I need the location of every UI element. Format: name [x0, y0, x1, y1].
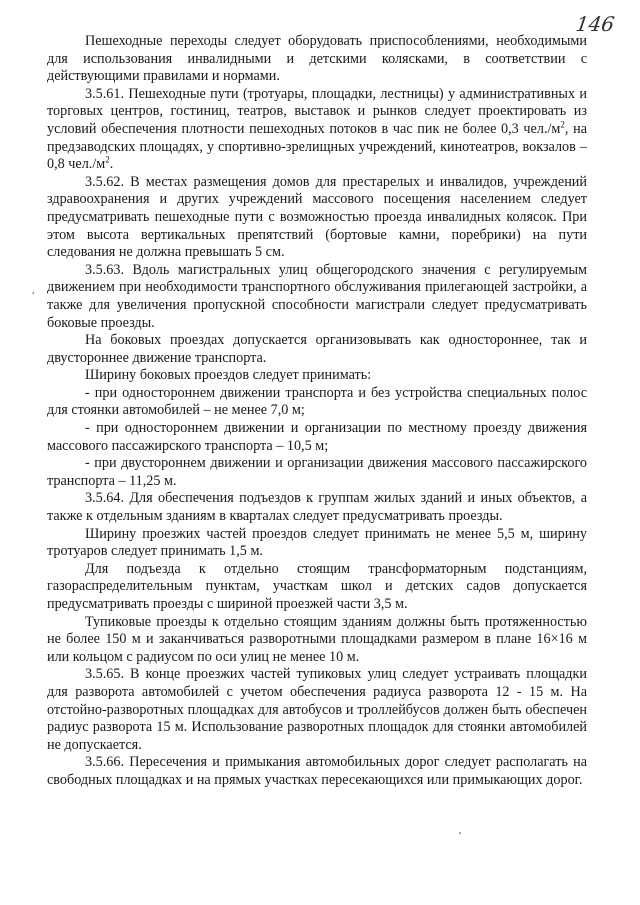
paragraph-substation-access: Для подъезда к отдельно стоящим трансформаторным подстанциям, газораспределительным пунктам, участкам школ и детских садов допускается предусматривать проезды с шириной проезжей части 3,5 м. — [47, 560, 587, 612]
list-item-one-way: - при одностороннем движении транспорта и без устройства специальных полос для стоянки автомобилей – не менее 7,0 м; — [47, 384, 587, 419]
paragraph-3-5-66: 3.5.66. Пересечения и примыкания автомобильных дорог следует располагать на свободных площадках и на прямых участках пересекающихся или примыкающих дорог. — [47, 754, 587, 788]
scan-artifact-mark: , — [32, 285, 35, 296]
page-number: 146 — [574, 12, 616, 36]
paragraph-3-5-65: 3.5.65. В конце проезжих частей тупиковых улиц следует устраивать площадки для разворота автомобилей с учетом обеспечения радиуса разворота 12 - 15 м. На отстойно-разворотных площадках для автобусов и троллейбусов должен быть обеспечен радиус разворота 15 м. Использование разворотных площадок для стоянки автомобилей не допускается. — [47, 666, 587, 753]
paragraph-3-5-61-part3: . — [109, 156, 114, 173]
paragraph-3-5-61-part1: 3.5.61. Пешеходные пути (тротуары, площадки, лестницы) у административных и торговых центров, гостиниц, театров, выставок и рынков следует проектировать из условий обеспечения плотности пешеходных потоков в час пик не более 0,3 чел./м — [47, 85, 587, 137]
list-item-two-way-transit: - при двустороннем движении и организации движения массового пассажирского транспорта – 11,25 м. — [47, 455, 587, 489]
paragraph-pedestrian-crossings: Пешеходные переходы следует оборудовать приспособлениями, необходимыми для использования инвалидными и детскими колясками, в соответствии с действующими правилами и нормами. — [47, 33, 587, 85]
paragraph-side-passages-traffic: На боковых проездах допускается организовывать как одностороннее, так и двустороннее движение транспорта. — [47, 332, 587, 366]
paragraph-dead-end-passages: Тупиковые проезды к отдельно стоящим зданиям должны быть протяженностью не более 150 м и заканчиваться разворотными площадками размером в плане 16×16 м или кольцом с радиусом по оси улиц не менее 10 м. — [47, 613, 587, 665]
superscript-square-2: 2 — [105, 154, 110, 165]
paragraph-roadway-width: Ширину проезжих частей проездов следует принимать не менее 5,5 м, ширину тротуаров следует принимать 1,5 м. — [47, 525, 587, 560]
list-item-one-way-transit: - при одностороннем движении и организации по местному проезду движения массового пассажирского транспорта – 10,5 м; — [47, 420, 587, 454]
paragraph-3-5-64: 3.5.64. Для обеспечения подъездов к группам жилых зданий и иных объектов, а также к отдельным зданиям в кварталах следует предусматривать проезды. — [47, 490, 587, 525]
document-body — [47, 33, 587, 790]
scan-artifact-dot — [459, 832, 461, 834]
paragraph-side-passages-width: Ширину боковых проездов следует принимать: — [85, 367, 372, 384]
paragraph-3-5-63: 3.5.63. Вдоль магистральных улиц общегородского значения с регулируемым движением при необходимости транспортного обслуживания прилегающей застройки, а также для увеличения пропускной способности магистрали следует предусматривать боковые проезды. — [47, 261, 587, 331]
superscript-square: 2 — [560, 119, 565, 130]
paragraph-3-5-61 — [47, 86, 587, 174]
paragraph-3-5-62: 3.5.62. В местах размещения домов для престарелых и инвалидов, учреждений здравоохранения и других учреждений массового посещения населением следует предусматривать пешеходные пути с возможностью проезда инвалидных колясок. При этом высота вертикальных препятствий (бортовые камни, поребрики) на пути следования не должна превышать 5 см. — [47, 173, 587, 261]
paragraph-3-5-61-part2: , на предзаводских площадях, у спортивно-зрелищных учреждений, кинотеатров, вокзалов – 0,8 чел./м — [47, 120, 587, 173]
